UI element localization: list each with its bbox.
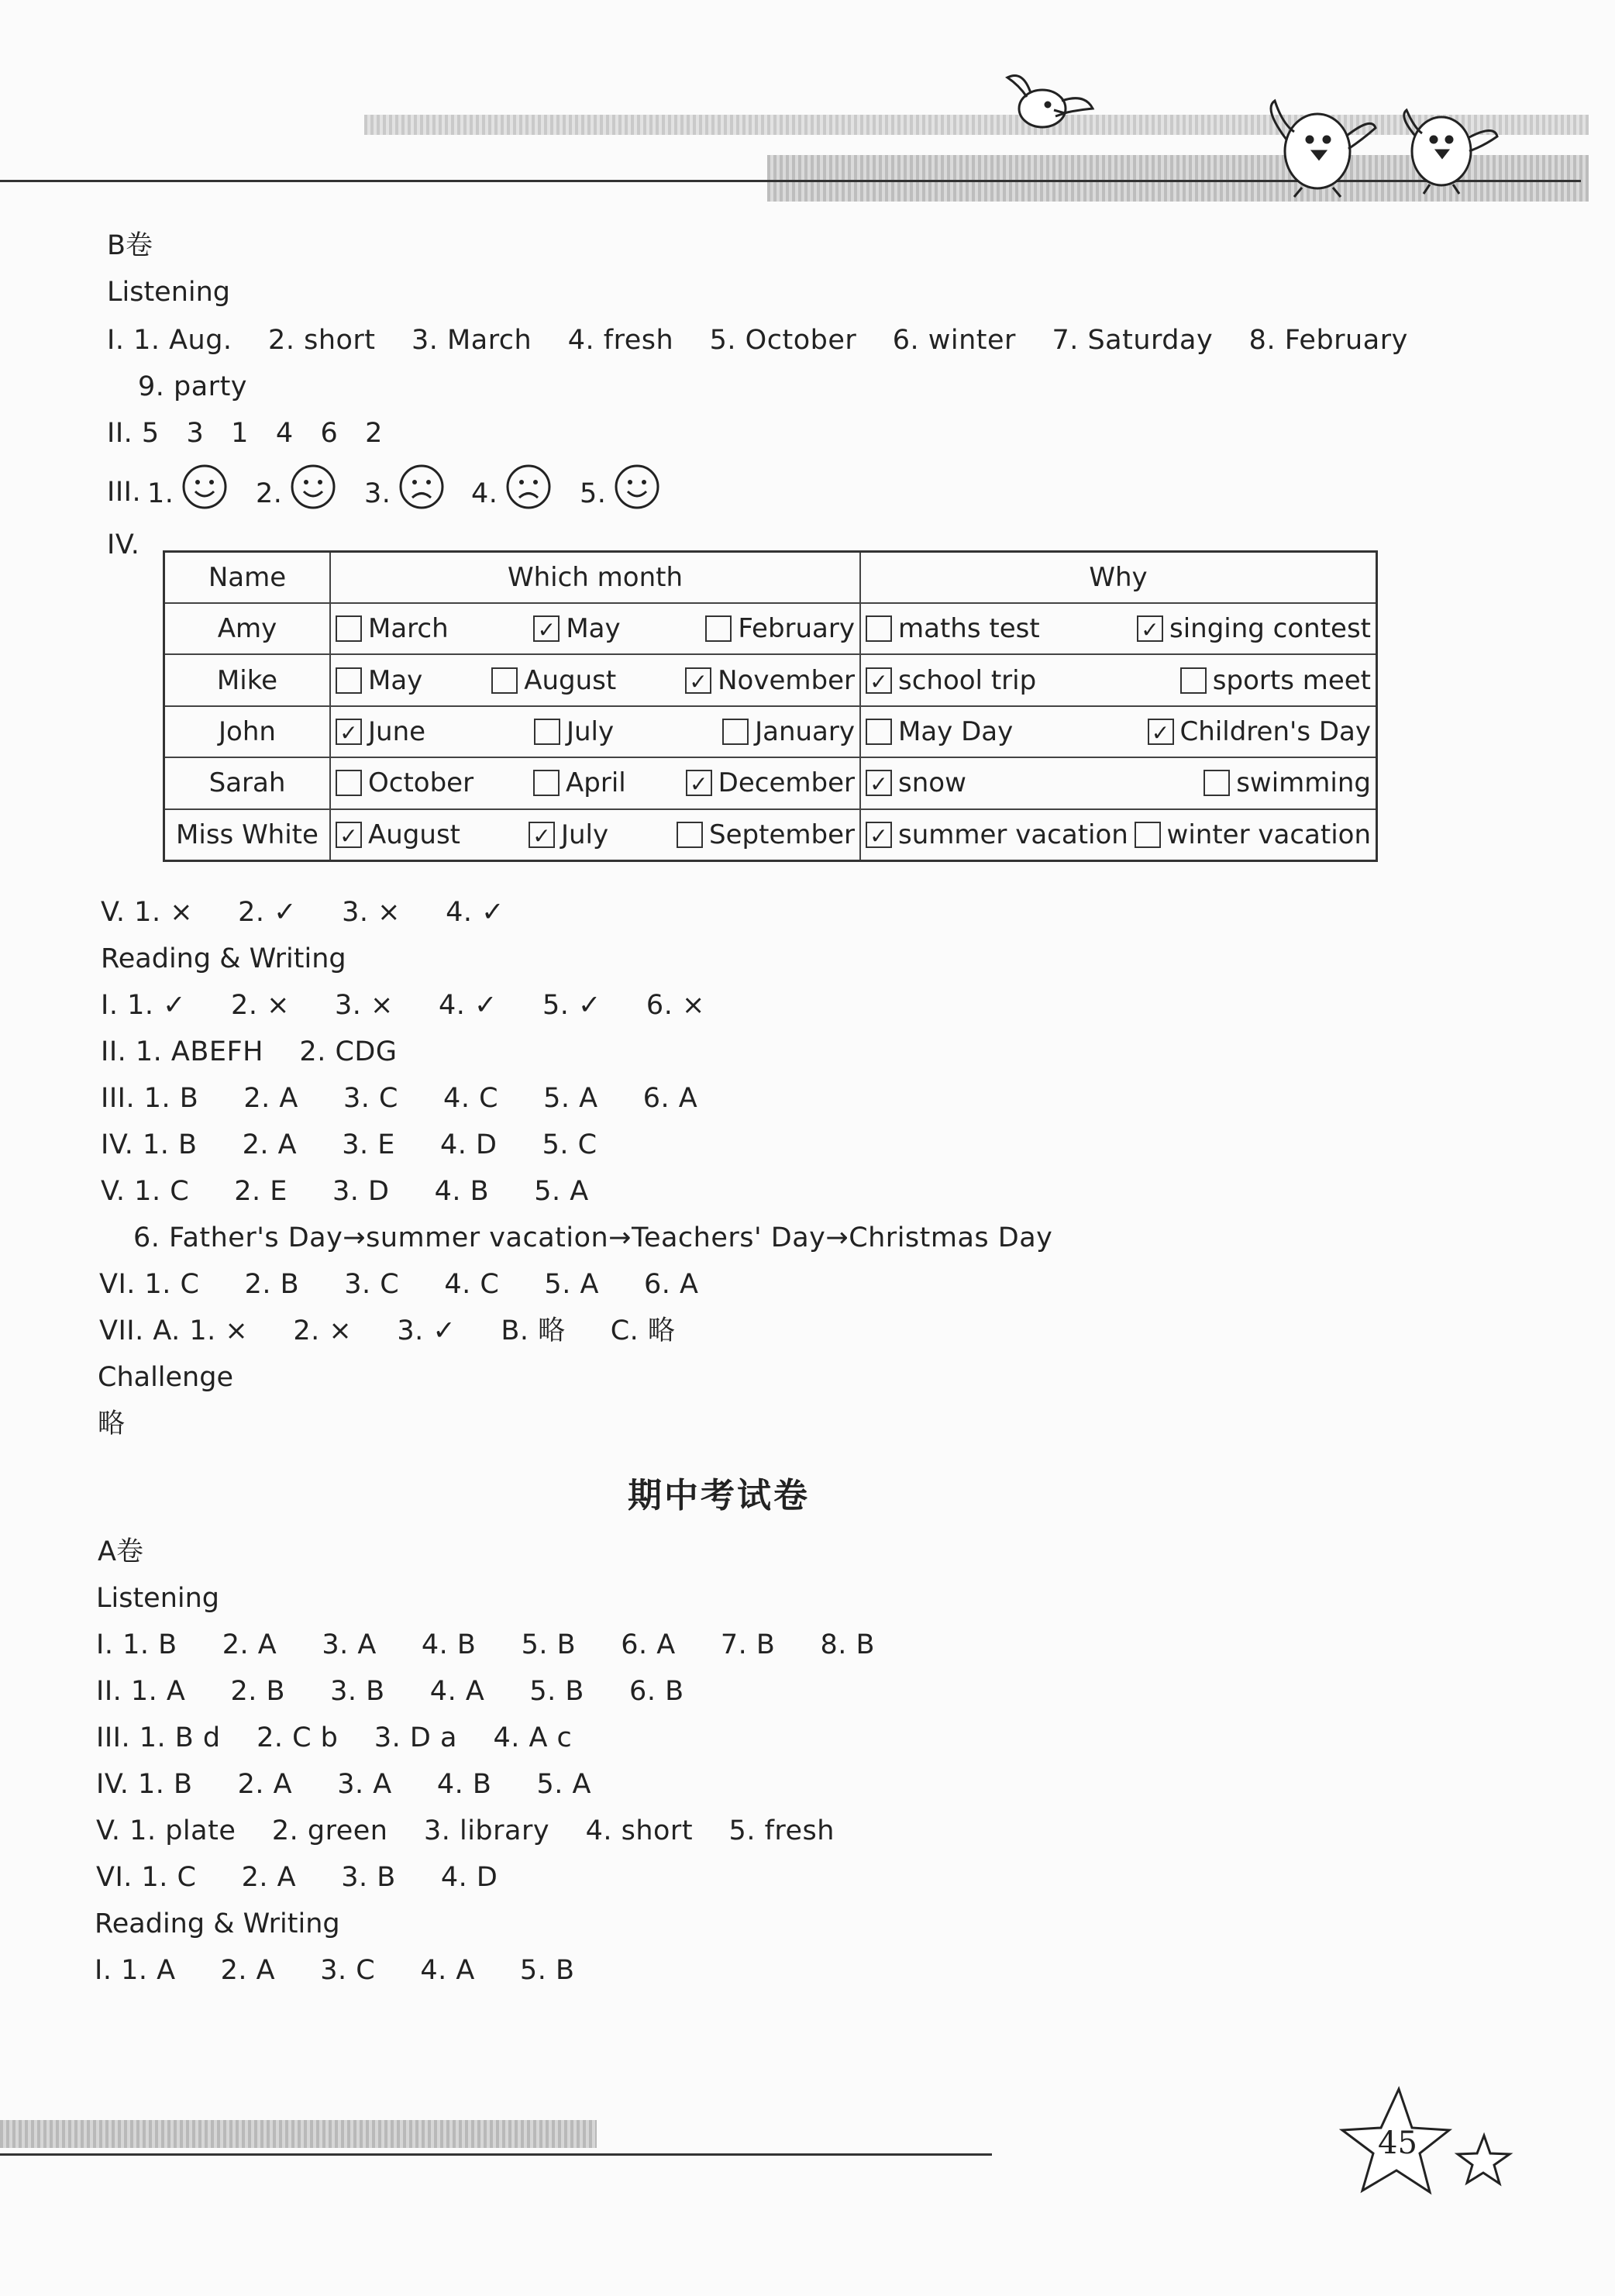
option-label: maths test: [898, 613, 1040, 645]
month-cell: [330, 603, 860, 654]
checkbox-option: [866, 767, 966, 798]
answer-line: IV. 1. B 2. A 3. E 4. D 5. C: [101, 1129, 597, 1160]
challenge-answer: 略: [98, 1408, 126, 1439]
option-label: summer vacation: [898, 819, 1128, 850]
checkbox-option: [866, 819, 1128, 850]
answer-line: IV. 1. B 2. A 3. A 4. B 5. A: [96, 1769, 591, 1800]
unchecked-box-icon: [677, 822, 703, 848]
option-label: June: [368, 715, 426, 747]
table-header-row: [164, 552, 1377, 604]
footer-stripe-band: [0, 2120, 597, 2148]
option-label: August: [368, 819, 460, 850]
answer-line: I. 1. B 2. A 3. A 4. B 5. B 6. A 7. B 8. B: [96, 1629, 876, 1660]
checkbox-option: [866, 613, 1040, 644]
checked-box-icon: ✓: [686, 770, 712, 796]
checked-box-icon: ✓: [1137, 615, 1163, 642]
reading-writing-heading: Reading & Writing: [95, 1908, 340, 1939]
table-row: [164, 809, 1377, 861]
checkbox-option: [866, 665, 1036, 696]
table-row: [164, 706, 1377, 757]
why-cell: [860, 809, 1377, 861]
checked-box-icon: ✓: [685, 667, 711, 694]
unchecked-box-icon: [534, 719, 560, 745]
month-cell: [330, 654, 860, 705]
answer-line-prefix: IV.: [107, 529, 140, 560]
student-name: Miss White: [164, 809, 331, 861]
checkbox-option: [533, 613, 620, 644]
option-label: school trip: [898, 664, 1037, 696]
answer-line: I. 1. ✓ 2. × 3. × 4. ✓ 5. ✓ 6. ×: [101, 990, 705, 1021]
option-label: March: [368, 613, 449, 645]
answer-table: [163, 550, 1378, 862]
listening-heading: Listening: [96, 1583, 220, 1614]
happy-face-icon: [290, 464, 336, 510]
answer-line: VI. 1. C 2. B 3. C 4. C 5. A 6. A: [99, 1269, 699, 1300]
option-label: swimming: [1236, 767, 1371, 799]
answer-line: VII. A. 1. × 2. × 3. ✓ B. 略 C. 略: [99, 1315, 676, 1346]
answer-line: V. 1. C 2. E 3. D 4. B 5. A: [101, 1176, 589, 1207]
reading-writing-heading: Reading & Writing: [101, 943, 346, 974]
option-label: April: [566, 767, 626, 799]
why-cell: [860, 654, 1377, 705]
option-label: winter vacation: [1166, 819, 1371, 850]
star-icon: [1333, 2085, 1519, 2201]
section-a-heading: A卷: [98, 1536, 143, 1567]
answer-line: V. 1. × 2. ✓ 3. × 4. ✓: [101, 897, 504, 928]
option-label: singing contest: [1169, 613, 1371, 645]
month-cell: [330, 757, 860, 808]
table-header: Name: [164, 552, 331, 604]
sad-face-icon: [398, 464, 445, 510]
answer-line: I. 1. Aug. 2. short 3. March 4. fresh 5. October 6. winter 7. Saturday 8. February: [107, 325, 1408, 356]
checkbox-option: [677, 819, 855, 850]
unchecked-box-icon: [336, 615, 362, 642]
answer-line: 6. Father's Day→summer vacation→Teachers' Day→Christmas Day: [133, 1222, 1053, 1253]
table-row: [164, 603, 1377, 654]
student-name: John: [164, 706, 331, 757]
checked-box-icon: ✓: [866, 822, 892, 848]
challenge-heading: Challenge: [98, 1362, 233, 1393]
checkbox-option: [1137, 613, 1371, 644]
unchecked-box-icon: [866, 615, 892, 642]
checked-box-icon: ✓: [1148, 719, 1174, 745]
checked-box-icon: ✓: [533, 615, 560, 642]
checkbox-option: [336, 665, 422, 696]
option-label: February: [738, 613, 855, 645]
checkbox-option: [1204, 767, 1371, 798]
option-label: December: [718, 767, 855, 799]
checkbox-option: [529, 819, 608, 850]
answer-line: II. 1. A 2. B 3. B 4. A 5. B 6. B: [96, 1676, 684, 1707]
table-header: Why: [860, 552, 1377, 604]
month-cell: [330, 706, 860, 757]
table-row: [164, 654, 1377, 705]
checkbox-option: [533, 767, 626, 798]
table-row: [164, 757, 1377, 808]
answer-line: VI. 1. C 2. A 3. B 4. D: [96, 1862, 498, 1893]
checked-box-icon: ✓: [336, 822, 362, 848]
footer-rule: [0, 2153, 992, 2156]
checkbox-option: [534, 716, 614, 747]
checkbox-option: [1148, 716, 1371, 747]
checked-box-icon: ✓: [336, 719, 362, 745]
unchecked-box-icon: [722, 719, 749, 745]
table-header: Which month: [330, 552, 860, 604]
checkbox-option: [685, 665, 855, 696]
sad-face-icon: [505, 464, 552, 510]
birds-illustration: [976, 62, 1503, 209]
answer-line: II. 1. ABEFH 2. CDG: [101, 1036, 398, 1067]
listening-heading: Listening: [107, 277, 231, 308]
unchecked-box-icon: [705, 615, 732, 642]
face-label: 4.: [471, 478, 498, 509]
option-label: July: [560, 819, 609, 850]
answer-line: 9. party: [138, 371, 248, 402]
unchecked-box-icon: [1135, 822, 1161, 848]
checkbox-option: [686, 767, 855, 798]
checkbox-option: [1180, 665, 1371, 696]
option-label: May: [368, 664, 423, 696]
option-label: September: [709, 819, 855, 850]
option-label: August: [524, 664, 617, 696]
checkbox-option: [705, 613, 855, 644]
option-label: July: [566, 715, 615, 747]
option-label: November: [718, 664, 855, 696]
option-label: May Day: [898, 715, 1014, 747]
face-label: 3.: [364, 478, 391, 509]
month-cell: [330, 809, 860, 861]
option-label: snow: [898, 767, 966, 799]
answer-line: III. 1. B d 2. C b 3. D a 4. A c: [96, 1722, 573, 1753]
answer-line: II. 5 3 1 4 6 2: [107, 418, 383, 449]
option-label: sports meet: [1212, 664, 1371, 696]
face-label: 2.: [256, 478, 283, 509]
checkbox-option: [866, 716, 1013, 747]
face-label: 5.: [580, 478, 607, 509]
section-b-heading: B卷: [107, 230, 153, 261]
answer-line: I. 1. A 2. A 3. C 4. A 5. B: [95, 1955, 575, 1986]
answer-line-prefix: III.: [107, 477, 142, 508]
unchecked-box-icon: [866, 719, 892, 745]
checkbox-option: [722, 716, 855, 747]
checkbox-option: [336, 716, 425, 747]
answer-line: V. 1. plate 2. green 3. library 4. short 5. fresh: [96, 1815, 835, 1846]
option-label: January: [755, 715, 855, 747]
why-cell: [860, 603, 1377, 654]
student-name: Mike: [164, 654, 331, 705]
happy-face-icon: [181, 464, 228, 510]
happy-face-icon: [614, 464, 660, 510]
checkbox-option: [336, 613, 449, 644]
checkbox-option: [491, 665, 616, 696]
page-number: 45: [1378, 2125, 1417, 2161]
checkbox-option: [1135, 819, 1371, 850]
option-label: Children's Day: [1179, 715, 1371, 747]
checkbox-option: [336, 767, 473, 798]
midterm-title: 期中考试卷: [628, 1476, 810, 1515]
answer-line: III. 1. B 2. A 3. C 4. C 5. A 6. A: [101, 1083, 698, 1114]
student-name: Amy: [164, 603, 331, 654]
checked-box-icon: ✓: [866, 667, 892, 694]
face-label: 1.: [147, 478, 174, 509]
option-label: October: [368, 767, 474, 799]
checked-box-icon: ✓: [529, 822, 555, 848]
student-name: Sarah: [164, 757, 331, 808]
unchecked-box-icon: [336, 770, 362, 796]
unchecked-box-icon: [1204, 770, 1230, 796]
checked-box-icon: ✓: [866, 770, 892, 796]
unchecked-box-icon: [491, 667, 518, 694]
unchecked-box-icon: [533, 770, 560, 796]
option-label: May: [566, 613, 621, 645]
bird-icon: [1404, 110, 1497, 194]
bird-icon: [1007, 76, 1093, 128]
bird-icon: [1271, 101, 1376, 197]
unchecked-box-icon: [336, 667, 362, 694]
unchecked-box-icon: [1180, 667, 1207, 694]
checkbox-option: [336, 819, 460, 850]
why-cell: [860, 706, 1377, 757]
why-cell: [860, 757, 1377, 808]
